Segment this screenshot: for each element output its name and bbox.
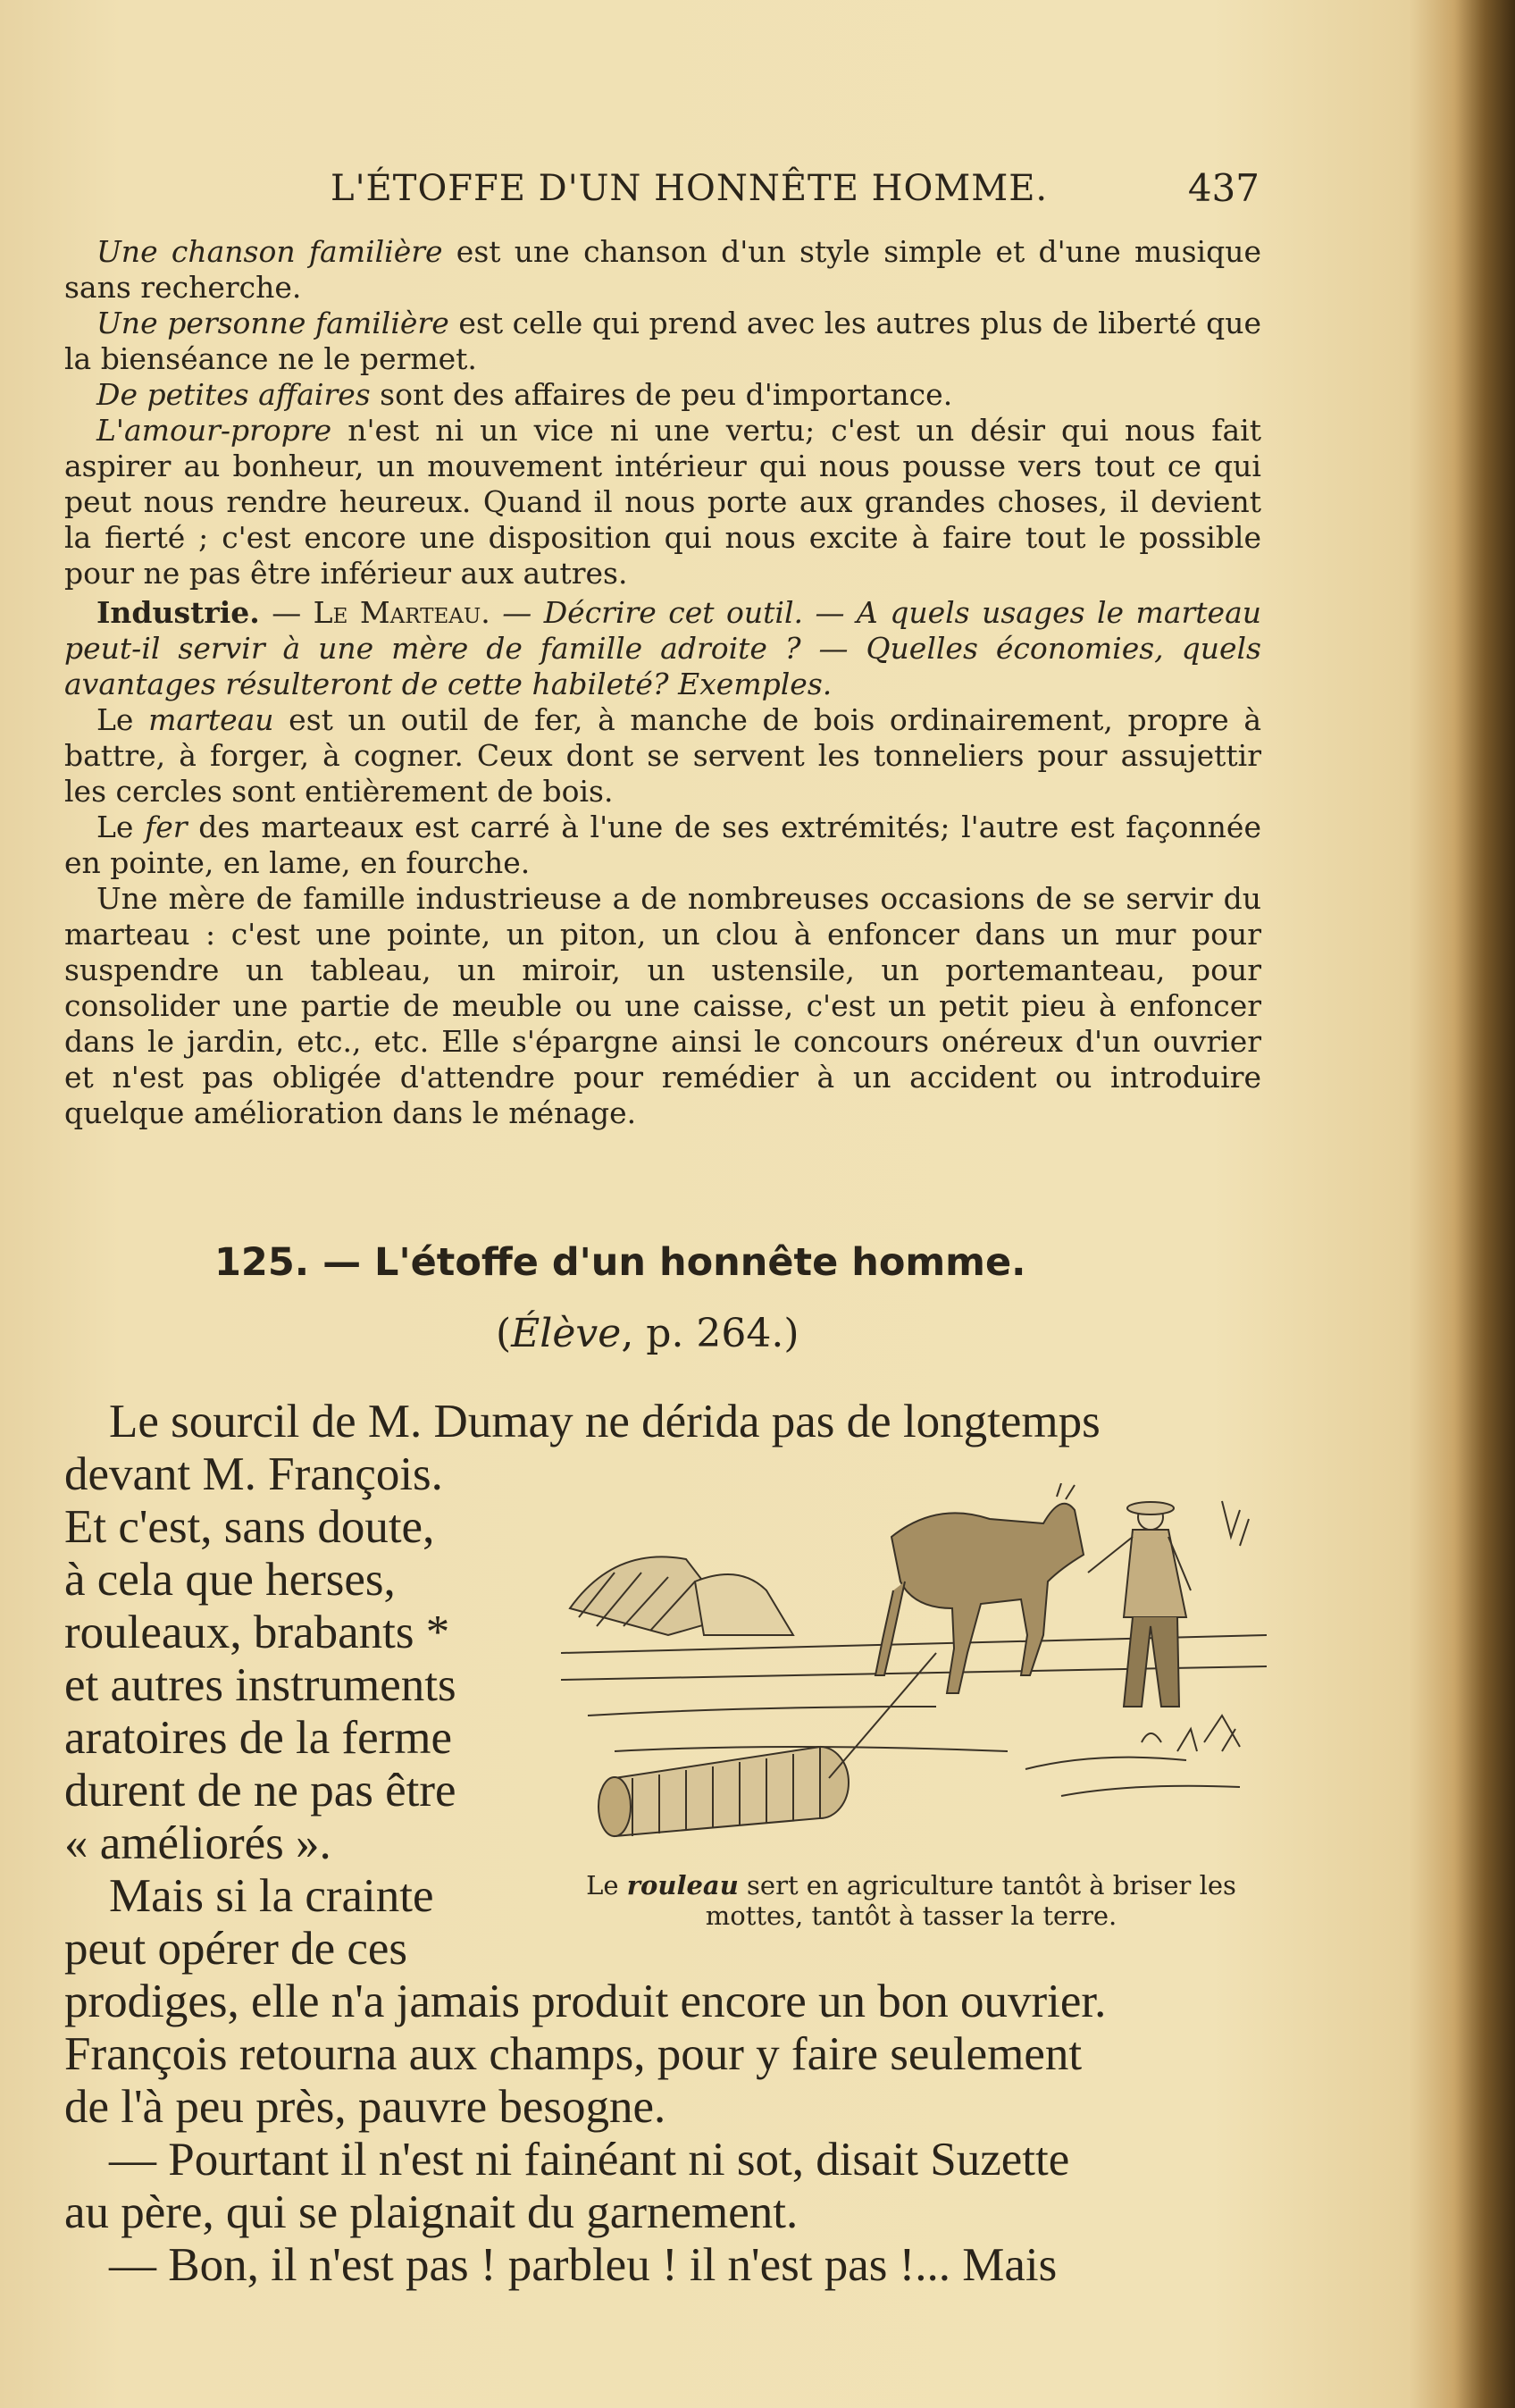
story-line: Mais si la crainte <box>109 1870 434 1922</box>
definition-amour-propre: L'amour-propre n'est ni un vice ni une vertu; c'est un désir qui nous fait aspirer au bonheur, un mouvement intérieur qui nous pousse vers tout ce qui peut nous rendre heureux. Quand il nous porte aux grandes choses, il devient la fierté ; c'est encore une disposition qui nous excite à faire tout le possible pour ne pas être inférieur aux autres. <box>64 413 1261 591</box>
definition-affaires: De petites affaires sont des affaires de peu d'importance. <box>96 377 953 412</box>
story-line: François retourna aux champs, pour y faire seulement <box>64 2028 1083 2080</box>
story-line: peut opérer de ces <box>64 1923 408 1975</box>
story-line: Le sourcil de M. Dumay ne dérida pas de longtemps <box>109 1396 1101 1447</box>
story-continuation <box>64 1976 1266 2292</box>
definition-personne: Une personne familière est celle qui prend avec les autres plus de liberté que la bienséance ne le permet. <box>64 306 1261 376</box>
story-line: aratoires de la ferme <box>64 1712 453 1764</box>
definitions-block <box>64 234 1261 1131</box>
story-narrow-column <box>64 1501 538 1976</box>
story-line: de l'à peu près, pauvre besogne. <box>64 2081 666 2133</box>
industrie-paragraph-3: Une mère de famille industrieuse a de nombreuses occasions de se servir du marteau : c'est une pointe, un piton, un clou à enfoncer dans un mur pour suspendre un tableau, un miroir, un ustensile, un portemanteau, pour consolider une partie de meuble ou une caisse, c'est un petit pieu à enfoncer dans le jardin, etc., etc. Elle s'épargne ainsi le concours onéreux d'un ouvrier et n'est pas obligée d'attendre pour remédier à un accident ou introduire quelque amélioration dans le ménage. <box>64 881 1261 1130</box>
industrie-paragraph-1: Le marteau est un outil de fer, à manche de bois ordinairement, propre à battre, à forger, à cogner. Ceux dont se servent les tonneliers pour assujettir les cercles sont entièrement de bois. <box>64 702 1261 809</box>
page-header <box>63 157 1260 220</box>
story-line: et autres instruments <box>64 1659 456 1711</box>
story-line: « améliorés ». <box>64 1817 331 1869</box>
roller-horse-illustration <box>561 1483 1267 1867</box>
story-line: durent de ne pas être <box>64 1765 456 1816</box>
page-number: 437 <box>1187 166 1260 210</box>
definition-chanson: Une chanson familière est une chanson d'un style simple et d'une musique sans recherche. <box>64 234 1261 305</box>
running-title: L'ÉTOFFE D'UN HONNÊTE HOMME. <box>331 168 1049 209</box>
industrie-prompt: Industrie. — Le Marteau. — Décrire cet outil. — A quels usages le marteau peut-il servir à une mère de famille adroite ? — Quelles économies, quels avantages résulteront de cette habileté? Exemples. <box>64 595 1262 701</box>
section-reference: (Élève, p. 264.) <box>496 1311 799 1356</box>
story-line: Et c'est, sans doute, <box>64 1501 435 1553</box>
figure-caption: Le rouleau sert en agriculture tantôt à briser les mottes, tantôt à tasser la terre. <box>586 1870 1236 1931</box>
story-line: devant M. François. <box>64 1448 443 1500</box>
story-line: à cela que herses, <box>64 1554 396 1606</box>
story-line: — Pourtant il n'est ni fainéant ni sot, disait Suzette <box>109 2134 1070 2186</box>
section-title: 125. — L'étoffe d'un honnête homme. <box>214 1240 1026 1285</box>
industrie-paragraph-2: Le fer des marteaux est carré à l'une de ses extrémités; l'autre est façonnée en pointe, en lame, en fourche. <box>64 810 1261 880</box>
story-line: — Bon, il n'est pas ! parbleu ! il n'est pas !... Mais <box>109 2239 1058 2291</box>
story-line: rouleaux, brabants * <box>64 1607 450 1658</box>
story-line: prodiges, elle n'a jamais produit encore un bon ouvrier. <box>64 1976 1107 2027</box>
story-line: au père, qui se plaignait du garnement. <box>64 2186 799 2238</box>
